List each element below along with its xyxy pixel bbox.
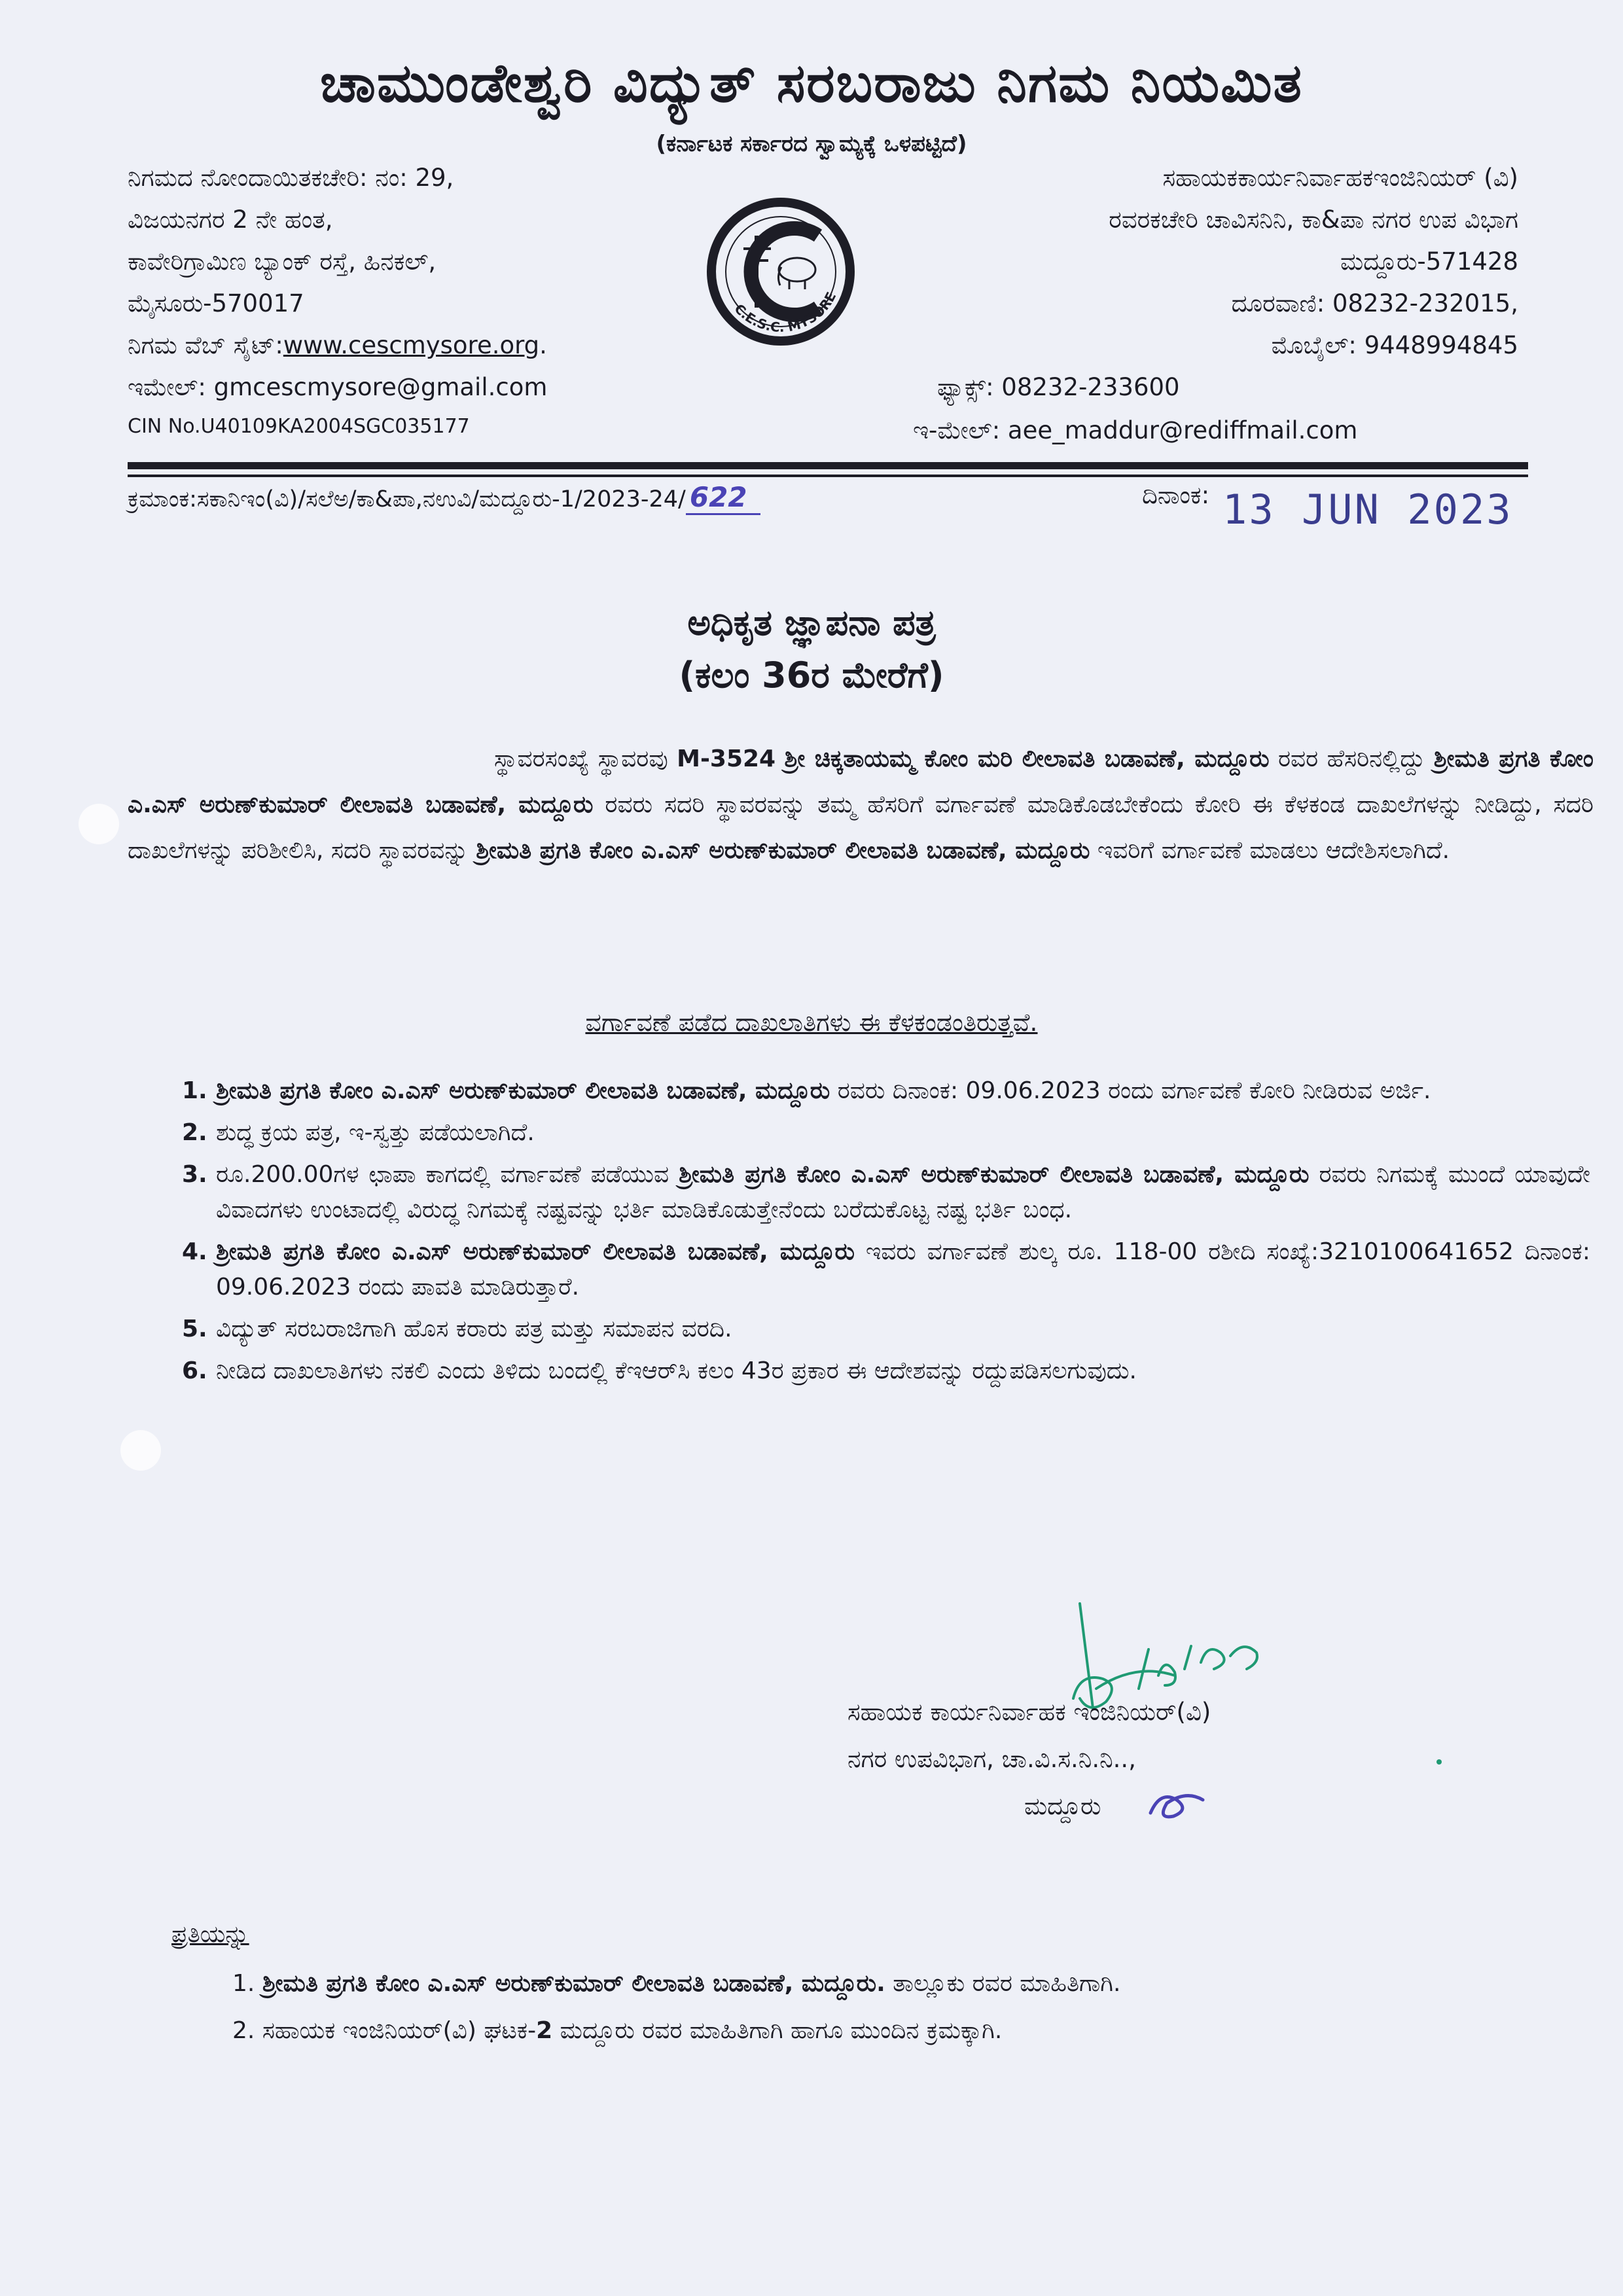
list-text: ಮದ್ದೂರು ರವರ ಮಾಹಿತಿಗಾಗಿ ಹಾಗೂ ಮುಂದಿನ ಕ್ರಮಕ್ಕಾಗಿ.: [560, 2017, 1003, 2044]
list-item: [182, 1312, 1590, 1347]
cesc-logo: [699, 190, 863, 353]
list-text: ಶುದ್ಧ ಕ್ರಯ ಪತ್ರ, ಇ-ಸ್ವತ್ತು ಪಡೆಯಲಾಗಿದೆ.: [216, 1119, 535, 1146]
para-text: ರವರು ಸದರಿ ಸ್ಥಾವರವನ್ನು ತಮ್ಮ ಹೆಸರಿಗೆ ವರ್ಗಾವಣೆ ಮಾಡಿಕೊಡಬೇಕೆಂದು ಕೋರಿ ಈ ಕೆಳಕಂಡ ದಾಖಲೆಗಳನ್ನು ನೀಡಿದ್ದು, ಸದರಿ ದಾಖಲೆಗಳನ್ನು ಪರಿಶೀಲಿಸಿ, ಸದರಿ ಸ್ಥಾವರವನ್ನು: [128, 791, 1594, 864]
letterhead-subtitle: (ಕರ್ನಾಟಕ ಸರ್ಕಾರದ ಸ್ವಾಮ್ಯಕ್ಕೆ ಒಳಪಟ್ಟಿದೆ): [656, 131, 967, 157]
elephant-icon: [778, 258, 815, 289]
initials-scribble: [1144, 1784, 1216, 1823]
list-number: 5.: [182, 1316, 207, 1342]
fax-number: ಫ್ಯಾಕ್ಸ್: 08232-233600: [937, 373, 1180, 401]
documents-heading: ವರ್ಗಾವಣೆ ಪಡೆದ ದಾಖಲಾತಿಗಳು ಈ ಕೆಳಕಂಡಂತಿರುತ್ತವೆ.: [585, 1008, 1038, 1037]
office-line: ರವರಕಚೇರಿ ಚಾವಿಸನಿನಿ, ಕಾ&ಪಾ ನಗರ ಉಪ ವಿಭಾಗ: [1109, 206, 1518, 234]
list-number: 2.: [182, 1119, 207, 1146]
ink-dot: [1436, 1759, 1442, 1765]
document-title: ಅಧಿಕೃತ ಜ್ಞಾಪನಾ ಪತ್ರ: [687, 602, 936, 643]
signatory-office: ನಗರ ಉಪವಿಭಾಗ, ಚಾ.ವಿ.ಸ.ನಿ.ನಿ..,: [847, 1745, 1136, 1773]
applicant-name: ಶ್ರೀಮತಿ ಪ್ರಗತಿ ಕೋಂ ಎ.ಎಸ್ ಅರುಣ್‌ಕುಮಾರ್ ಲೀಲಾವತಿ ಬಡಾವಣೆ, ಮದ್ದೂರು: [216, 1238, 855, 1265]
para-text: ಇವರಿಗೆ ವರ್ಗಾವಣೆ ಮಾಡಲು ಆದೇಶಿಸಲಾಗಿದೆ.: [1097, 837, 1450, 864]
list-number: 2.: [232, 2017, 255, 2044]
list-number: 1.: [232, 1970, 255, 1997]
list-item: [232, 2007, 1120, 2054]
date-label: ದಿನಾಂಕ:: [1142, 481, 1210, 509]
unit-number: 2: [536, 2017, 553, 2044]
email-label: ಇಮೇಲ್:: [128, 373, 206, 401]
sub-division-office-address: [1109, 157, 1518, 367]
website-suffix: .: [539, 331, 547, 359]
list-number: 1.: [182, 1077, 207, 1104]
email-address[interactable]: gmcescmysore@gmail.com: [213, 373, 548, 401]
header-divider-thin: [128, 475, 1528, 477]
letterhead-title: ಚಾಮುಂಡೇಶ್ವರಿ ವಿದ್ಯುತ್ ಸರಬರಾಜು ನಿಗಮ ನಿಯಮಿತ: [320, 52, 1303, 115]
applicant-name: ಶ್ರೀಮತಿ ಪ್ರಗತಿ ಕೋಂ ಎ.ಎಸ್ ಅರುಣ್‌ಕುಮಾರ್ ಲೀಲಾವತಿ ಬಡಾವಣೆ, ಮದ್ದೂರು: [679, 1161, 1310, 1188]
list-text: ತಾಲ್ಲೂಕು ರವರ ಮಾಹಿತಿಗಾಗಿ.: [893, 1970, 1121, 1997]
document-subtitle: (ಕಲಂ 36ರ ಮೇರೆಗೆ): [679, 655, 944, 696]
para-text: ರವರ ಹೆಸರಿನಲ್ಲಿದ್ದು: [1278, 745, 1425, 772]
copy-to-list: [232, 1960, 1120, 2054]
website-line: [128, 325, 547, 367]
website-link[interactable]: www.cescmysore.org: [283, 331, 540, 359]
list-number: 3.: [182, 1161, 207, 1188]
list-text: ಸಹಾಯಕ ಇಂಜಿನಿಯರ್(ವಿ) ಘಟಕ-: [262, 2017, 537, 2044]
address-line: ಕಾವೇರಿಗ್ರಾಮಿಣ ಬ್ಯಾಂಕ್ ರಸ್ತೆ, ಹಿನಕಲ್,: [128, 247, 437, 276]
list-item: [182, 1157, 1590, 1228]
current-owner: ಶ್ರೀ ಚಿಕ್ಕತಾಯಮ್ಮ ಕೋಂ ಮರಿ ಲೀಲಾವತಿ ಬಡಾವಣೆ, ಮದ್ದೂರು: [784, 745, 1270, 772]
list-text: ರೂ.200.00ಗಳ ಛಾಪಾ ಕಾಗದಲ್ಲಿ ವರ್ಗಾವಣೆ ಪಡೆಯುವ: [216, 1161, 669, 1188]
applicant-name: ಶ್ರೀಮತಿ ಪ್ರಗತಿ ಕೋಂ ಎ.ಎಸ್ ಅರುಣ್‌ಕುಮಾರ್ ಲೀಲಾವತಿ ಬಡಾವಣೆ, ಮದ್ದೂರು.: [262, 1970, 885, 1997]
signatory-designation: ಸಹಾಯಕ ಕಾರ್ಯನಿರ್ವಾಹಕ ಇಂಜಿನಿಯರ್(ವಿ): [847, 1698, 1211, 1726]
list-text: ರವರು ದಿನಾಂಕ: 09.06.2023 ರಂದು ವರ್ಗಾವಣೆ ಕೋರಿ ನೀಡಿರುವ ಅರ್ಜಿ.: [837, 1077, 1431, 1104]
list-item: [232, 1960, 1120, 2007]
list-text: ರವರು ನಿಗಮಕ್ಕೆ ಮುಂದೆ ಯಾವುದೇ ವಿವಾದಗಳು ಉಂಟಾದಲ್ಲಿ ವಿರುದ್ಧ ನಿಗಮಕ್ಕೆ ನಷ್ಟವನ್ನು ಭರ್ತಿ ಮಾಡಿಕೊಡುತ್ತೇನೆಂದು ಬರೆದುಕೊಟ್ಟ ನಷ್ಟ ಭರ್ತಿ ಬಂಧ.: [216, 1161, 1590, 1223]
email-line: [128, 367, 547, 408]
list-item: [182, 1354, 1590, 1389]
handwritten-number: 622: [686, 481, 760, 515]
reference-text: ಕ್ರಮಾಂಕ:ಸಕಾನಿಇಂ(ವಿ)/ಸಲೆಅ/ಕಾ&ಪಾ,ನಉವಿ/ಮದ್ದೂರು-1/2023-24/: [128, 486, 686, 512]
applicant-name: ಶ್ರೀಮತಿ ಪ್ರಗತಿ ಕೋಂ ಎ.ಎಸ್ ಅರುಣ್‌ಕುಮಾರ್ ಲೀಲಾವತಿ ಬಡಾವಣೆ, ಮದ್ದೂರು: [476, 837, 1090, 864]
header-divider-thick: [128, 462, 1528, 469]
cin-number: CIN No.U40109KA2004SGC035177: [128, 415, 470, 438]
documents-list: [182, 1073, 1590, 1395]
list-item: [182, 1073, 1590, 1109]
office-email-line: [913, 410, 1357, 452]
punch-hole-top: [79, 804, 119, 844]
copy-to-label: ಪ್ರತಿಯನ್ನು: [171, 1921, 249, 1948]
address-line: ನಿಗಮದ ನೋಂದಾಯಿತಕಚೇರಿ: ನಂ: 29,: [128, 164, 454, 192]
office-line: ಮದ್ದೂರು-571428: [1340, 247, 1518, 276]
para-text: ಸ್ಥಾವರಸಂಖ್ಯೆ ಸ್ಥಾವರವು: [494, 745, 668, 772]
address-line: ಮೈಸೂರು-570017: [128, 289, 304, 317]
list-number: 4.: [182, 1238, 207, 1265]
list-text: ಇವರು ವರ್ಗಾವಣೆ ಶುಲ್ಕ ರೂ. 118-00 ರಶೀದಿ ಸಂಖ್ಯೆ:3210100641652 ದಿನಾಂಕ: 09.06.2023 ರಂದು ಪಾವತಿ ಮಾಡಿರುತ್ತಾರೆ.: [216, 1238, 1590, 1300]
date-stamp: 13 JUN 2023: [1222, 486, 1513, 533]
punch-hole-bottom: [120, 1430, 161, 1471]
signatory-place-text: ಮದ್ದೂರು: [1024, 1792, 1101, 1820]
reference-number: [128, 481, 760, 513]
list-item: [182, 1234, 1590, 1305]
list-item: [182, 1115, 1590, 1151]
applicant-name: ಶ್ರೀಮತಿ ಪ್ರಗತಿ ಕೋಂ ಎ.ಎಸ್ ಅರುಣ್‌ಕುಮಾರ್ ಲೀಲಾವತಿ ಬಡಾವಣೆ, ಮದ್ದೂರು: [128, 745, 1594, 818]
registered-office-address: [128, 157, 547, 408]
address-line: ವಿಜಯನಗರ 2 ನೇ ಹಂತ,: [128, 206, 333, 234]
list-text: ನೀಡಿದ ದಾಖಲಾತಿಗಳು ನಕಲಿ ಎಂದು ತಿಳಿದು ಬಂದಲ್ಲಿ ಕೆಇಆರ್‌ಸಿ ಕಲಂ 43ರ ಪ್ರಕಾರ ಈ ಆದೇಶವನ್ನು ರದ್ದುಪಡಿಸಲಗುವುದು.: [216, 1357, 1137, 1384]
installation-number: M-3524: [677, 745, 776, 772]
list-text: ವಿದ್ಯುತ್ ಸರಬರಾಜಿಗಾಗಿ ಹೊಸ ಕರಾರು ಪತ್ರ ಮತ್ತು ಸಮಾಪನ ವರದಿ.: [216, 1316, 732, 1342]
office-line: ಸಹಾಯಕಕಾರ್ಯನಿರ್ವಾಹಕಇಂಜಿನಿಯರ್ (ವಿ): [1162, 164, 1518, 192]
office-email-label: ಇ-ಮೇಲ್:: [913, 416, 1001, 444]
office-email-address[interactable]: aee_maddur@rediffmail.com: [1007, 416, 1358, 444]
website-label: ನಿಗಮ ವೆಬ್ ಸೈಟ್:: [128, 331, 283, 359]
logo-ring-text: C.E.S.C. MYSORE: [731, 289, 840, 336]
mobile-number: ಮೊಬೈಲ್: 9448994845: [1271, 331, 1518, 359]
phone-number: ದೂರವಾಣಿ: 08232-232015,: [1231, 289, 1518, 317]
list-number: 6.: [182, 1357, 207, 1384]
order-paragraph: [128, 736, 1594, 874]
applicant-name: ಶ್ರೀಮತಿ ಪ್ರಗತಿ ಕೋಂ ಎ.ಎಸ್ ಅರುಣ್‌ಕುಮಾರ್ ಲೀಲಾವತಿ ಬಡಾವಣೆ, ಮದ್ದೂರು: [216, 1077, 830, 1104]
